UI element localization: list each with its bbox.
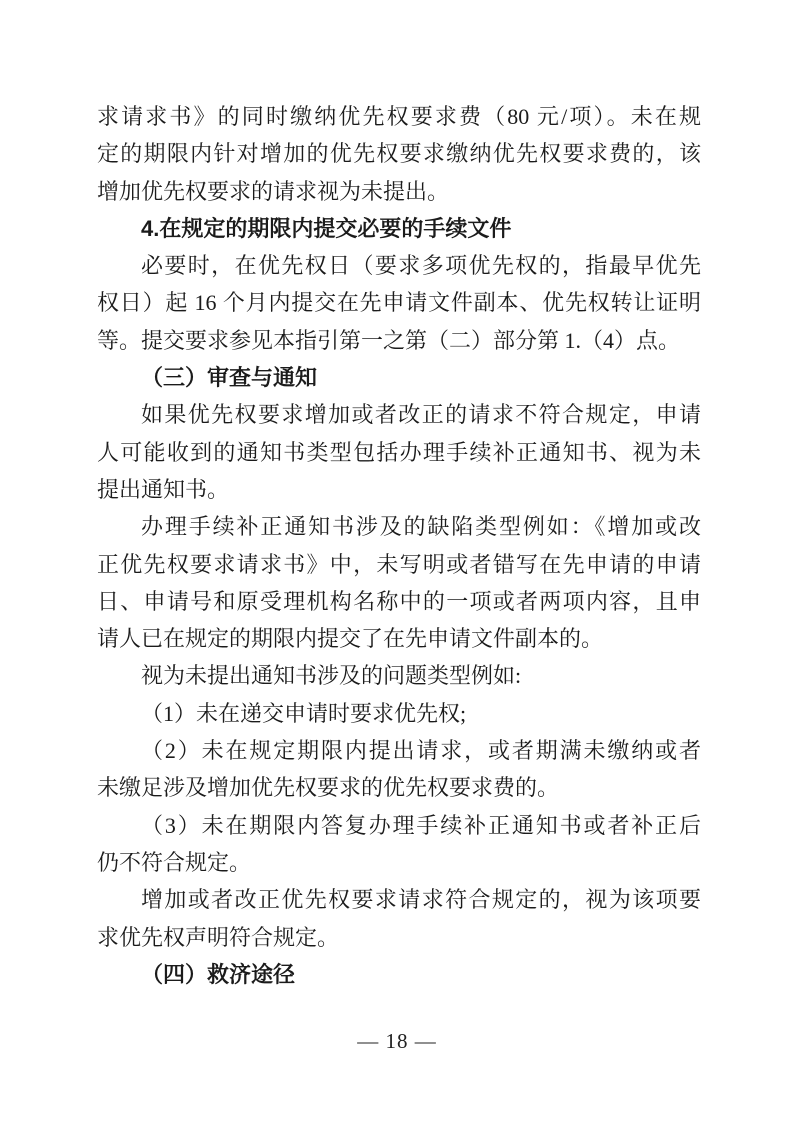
text-line: 4.在规定的期限内提交必要的手续文件 [141, 215, 512, 241]
heading-3-examination-notification [97, 359, 701, 396]
paragraph-compliant-request [97, 881, 701, 956]
text-line: 办理手续补正通知书涉及的缺陷类型例如：《增加或改 [141, 514, 701, 540]
text-line: 增加优先权要求的请求视为未提出。 [97, 178, 450, 204]
text-line: 权日）起 16 个月内提交在先申请文件副本、优先权转让证明 [97, 290, 701, 316]
paragraph-correction-notice-defects [97, 508, 701, 657]
heading-4-remedies [97, 956, 701, 993]
text-line: 视为未提出通知书涉及的问题类型例如: [141, 663, 522, 689]
text-line: 求优先权声明符合规定。 [97, 924, 340, 950]
text-line: 请人已在规定的期限内提交了在先申请文件副本的。 [97, 626, 604, 652]
text-line: （四）救济途径 [141, 961, 296, 987]
text-line: 如果优先权要求增加或者改正的请求不符合规定，申请 [141, 402, 701, 428]
page-number: — 18 — [357, 1029, 437, 1053]
text-line: 求请求书》的同时缴纳优先权要求费（80 元/项）。未在规 [97, 104, 701, 129]
paragraph-item-2 [97, 732, 701, 807]
text-line: 未缴足涉及增加优先权要求的优先权要求费的。 [97, 775, 560, 801]
paragraph-16-months [97, 247, 701, 359]
text-line: 必要时，在优先权日（要求多项优先权的，指最早优先 [141, 253, 701, 279]
paragraph-deemed-not-submitted-intro [97, 657, 701, 694]
text-line: 仍不符合规定。 [97, 849, 252, 875]
text-line: 人可能收到的通知书类型包括办理手续补正通知书、视为未 [97, 439, 701, 465]
text-line: （1）未在递交申请时要求优先权; [141, 700, 467, 726]
text-line: （2）未在规定期限内提出请求，或者期满未缴纳或者 [141, 738, 701, 764]
paragraph-fee-continuation [97, 98, 701, 210]
paragraph-noncompliant-request [97, 396, 701, 508]
text-line: 等。提交要求参见本指引第一之第（二）部分第 1.（4）点。 [97, 327, 681, 353]
paragraph-item-1 [97, 695, 701, 732]
text-line: 正优先权要求请求书》中，未写明或者错写在先申请的申请 [97, 551, 701, 577]
text-line: （3）未在期限内答复办理手续补正通知书或者补正后 [141, 812, 701, 838]
text-line: （三）审查与通知 [141, 365, 318, 391]
paragraph-item-3 [97, 807, 701, 882]
text-line: 增加或者改正优先权要求请求符合规定的，视为该项要 [141, 887, 701, 913]
text-line: 提出通知书。 [97, 476, 230, 502]
document-body [97, 98, 701, 993]
text-line: 定的期限内针对增加的优先权要求缴纳优先权要求费的，该 [97, 141, 701, 167]
heading-4-procedure-documents [97, 210, 701, 247]
page-footer [0, 1026, 794, 1056]
text-line: 日、申请号和原受理机构名称中的一项或者两项内容，且申 [97, 588, 701, 614]
